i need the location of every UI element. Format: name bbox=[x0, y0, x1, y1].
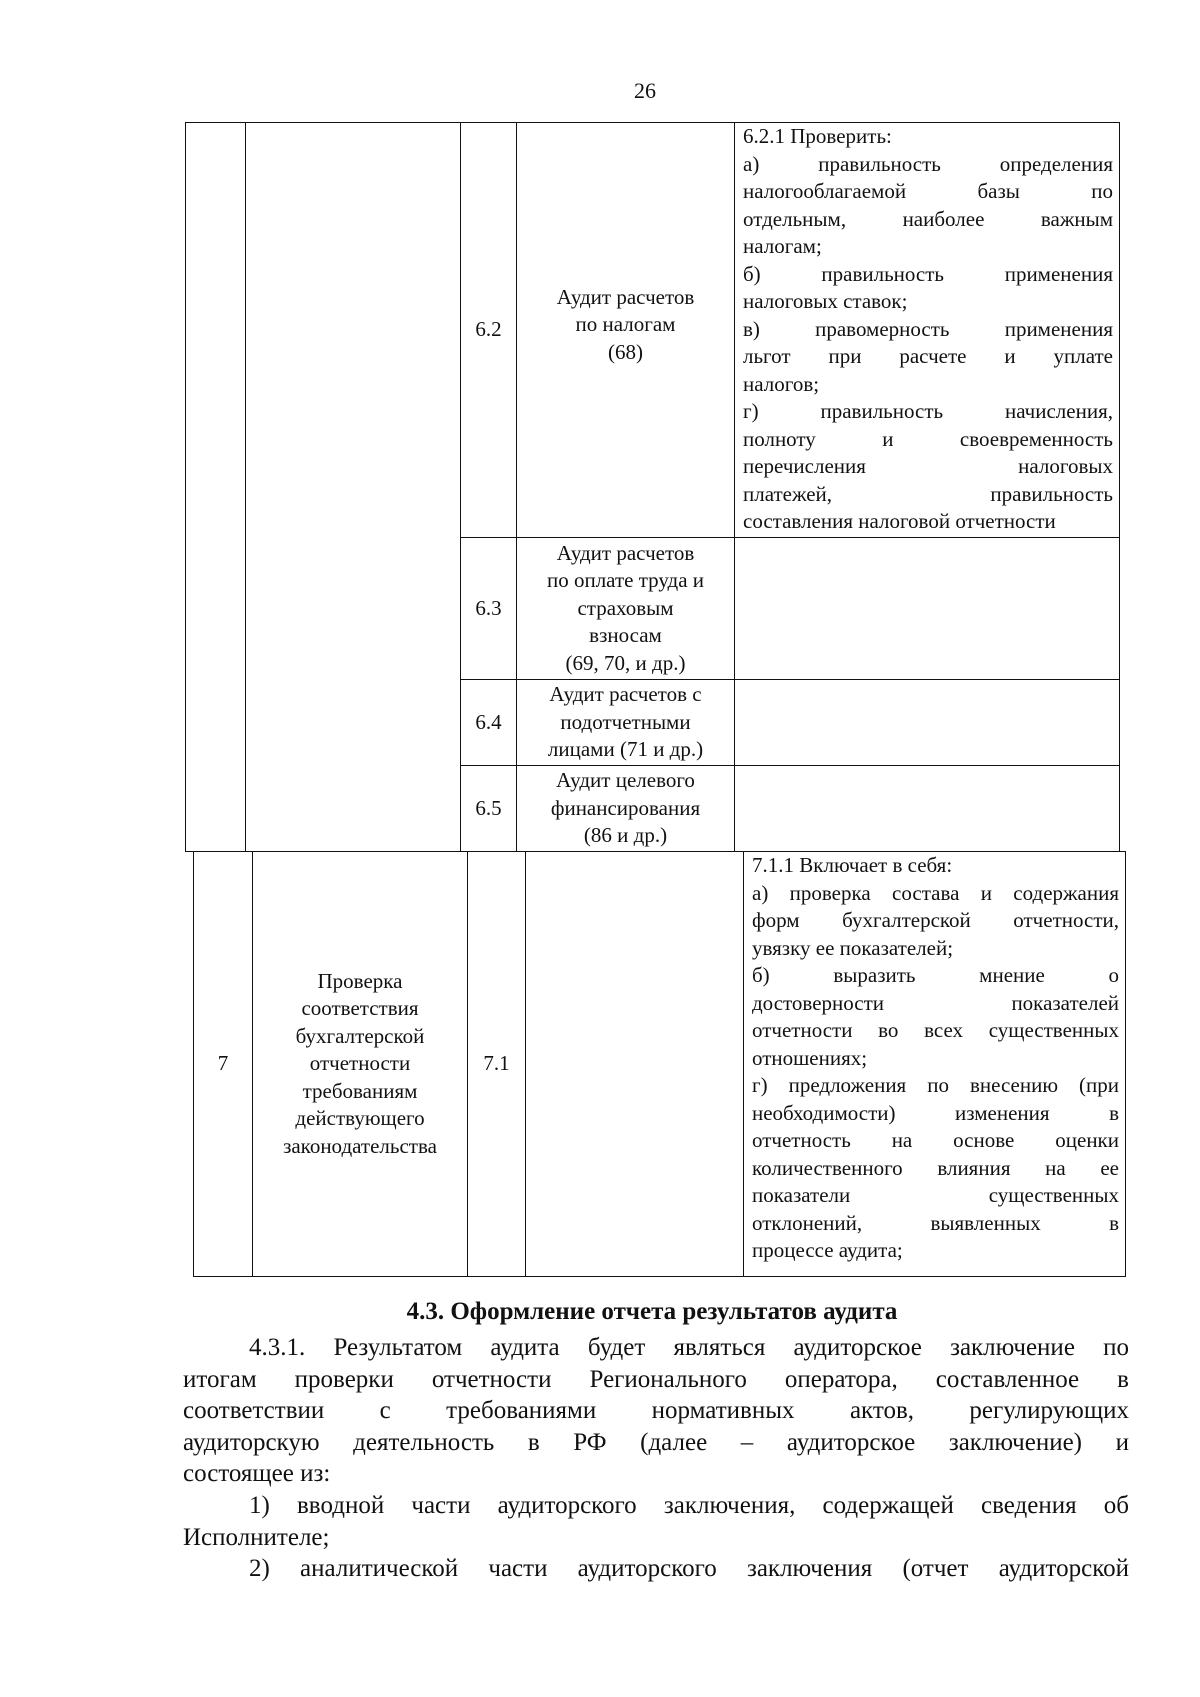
section-num-cell bbox=[186, 123, 246, 852]
paragraph-line: 1) вводной части аудиторского заключения, содержащей сведения об bbox=[249, 1492, 1129, 1519]
paragraph-line: 2) аналитической части аудиторского заключения (отчет аудиторской bbox=[249, 1555, 1129, 1582]
row-title bbox=[526, 852, 744, 1277]
list-item-1 bbox=[183, 1490, 1129, 1553]
section-heading: 4.3. Оформление отчета результатов аудита bbox=[406, 1298, 898, 1325]
row-number: 6.4 bbox=[461, 680, 517, 766]
paragraph-line: состоящее из: bbox=[183, 1460, 331, 1487]
row-title: Аудит расчетов по налогам (68) bbox=[517, 123, 735, 538]
paragraph-line: итогам проверки отчетности Регионального оператора, составленное в bbox=[183, 1365, 1129, 1393]
paragraph-line: соответствии с требованиями нормативных актов, регулирующих bbox=[183, 1397, 1129, 1424]
paragraph-4-3-1 bbox=[183, 1332, 1129, 1490]
table-row bbox=[194, 852, 1126, 1277]
page-number: 26 bbox=[634, 78, 656, 103]
paragraph-line: 4.3.1. Результатом аудита будет являться аудиторское заключение по bbox=[249, 1334, 1129, 1361]
paragraph-line: Исполнителе; bbox=[183, 1523, 330, 1551]
row-number: 7.1 bbox=[468, 852, 526, 1277]
row-description: 6.2.1 Проверить: а) правильность определения налогооблагаемой базы по отдельным, наиболее важным налогам; б) правильность применения налоговых ставок; в) правомерность применения льгот при расчете и уплате налогов; г) правильность начисления, полноту и своевременность перечисления налоговых платежей, правильность составления налоговой отчетности bbox=[735, 123, 1120, 538]
table-row bbox=[186, 123, 1120, 538]
row-title: Аудит расчетов по оплате труда и страховым взносам (69, 70, и др.) bbox=[517, 538, 735, 680]
section-title: Проверка соответствия бухгалтерской отчетности требованиям действующего законодательства bbox=[253, 852, 468, 1277]
row-number: 6.5 bbox=[461, 766, 517, 852]
row-description bbox=[735, 538, 1120, 680]
audit-table-section-6 bbox=[185, 122, 1120, 852]
row-number: 6.2 bbox=[461, 123, 517, 538]
row-description bbox=[735, 680, 1120, 766]
paragraph-line: аудиторскую деятельность в РФ (далее – аудиторское заключение) и bbox=[183, 1428, 1129, 1456]
row-number: 6.3 bbox=[461, 538, 517, 680]
row-description: 7.1.1 Включает в себя: а) проверка состава и содержания форм бухгалтерской отчетности, увязку ее показателей; б) выразить мнение о достоверности показателей отчетности во всех существенных отношениях; г) предложения по внесению (при необходимости) изменения в отчетность на основе оценки количественного влияния на ее показатели существенных отклонений, выявленных в процессе аудита; bbox=[744, 852, 1126, 1277]
row-description bbox=[735, 766, 1120, 852]
audit-table-section-7 bbox=[193, 851, 1126, 1277]
row-title: Аудит целевого финансирования (86 и др.) bbox=[517, 766, 735, 852]
section-number: 7 bbox=[194, 852, 253, 1277]
section-title-cell bbox=[246, 123, 461, 852]
list-item-2 bbox=[183, 1553, 1129, 1585]
row-title: Аудит расчетов с подотчетными лицами (71 и др.) bbox=[517, 680, 735, 766]
